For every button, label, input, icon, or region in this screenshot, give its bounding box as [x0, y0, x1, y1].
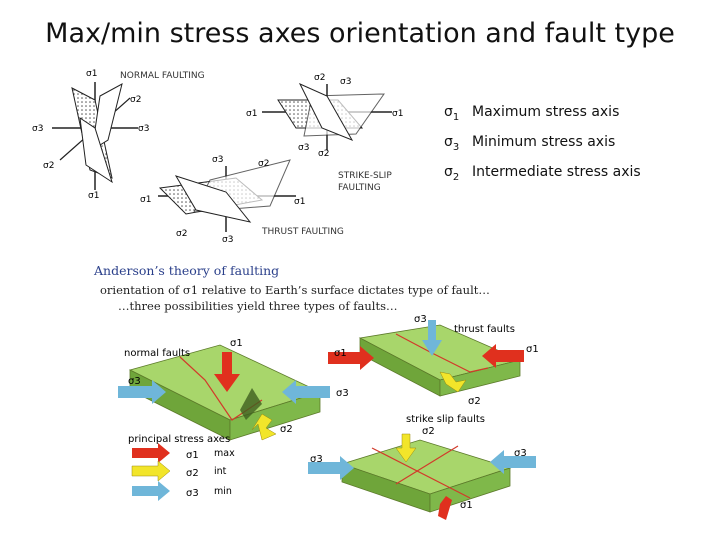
principal-stress-label: principal stress axes	[128, 434, 231, 445]
sigma-label: σ3	[128, 376, 141, 387]
sigma-label: σ3	[212, 155, 224, 165]
sigma-label: σ3	[32, 124, 44, 134]
key-int	[132, 461, 227, 481]
sigma-label: σ3	[222, 235, 234, 245]
sigma-label: σ2	[422, 426, 435, 437]
sigma-label: σ1	[526, 344, 539, 355]
key-sigma: σ1	[186, 450, 199, 461]
sigma-label: σ2	[280, 424, 293, 435]
anderson-panel	[93, 263, 539, 520]
thrust-faults-label: thrust faults	[454, 324, 515, 335]
key-word: min	[214, 486, 232, 497]
strike-slip-faults-label: strike slip faults	[406, 414, 485, 425]
sigma-label: σ2	[130, 95, 142, 105]
sigma-label: σ3	[310, 454, 323, 465]
sigma-label: σ3	[340, 77, 352, 87]
page-title: Max/min stress axes orientation and fault type	[45, 18, 675, 49]
anderson-line-1: orientation of σ1 relative to Earth’s surface dictates type of fault…	[100, 283, 490, 297]
sigma-label: σ3	[514, 448, 527, 459]
strike-slip-faults-block	[308, 434, 536, 520]
sigma-label: σ3	[298, 143, 310, 153]
key-word: int	[214, 466, 227, 477]
sigma-label: σ3	[138, 124, 150, 134]
sigma-label: σ1	[392, 109, 404, 119]
normal-faults-label: normal faults	[124, 348, 191, 359]
legend-text: Maximum stress axis	[472, 104, 620, 120]
sigma-label: σ3	[336, 388, 349, 399]
legend-text: Minimum stress axis	[472, 133, 616, 150]
sigma-label: σ1	[460, 500, 473, 511]
thrust-faulting-label: THRUST FAULTING	[262, 227, 344, 237]
sigma-label: σ2	[258, 159, 270, 169]
sigma-label: σ2	[318, 149, 330, 159]
normal-faults-block	[118, 345, 330, 440]
sigma-label: σ1	[294, 197, 306, 207]
key-sigma: σ3	[186, 488, 199, 499]
sigma-label: σ1	[246, 109, 258, 119]
key-min	[132, 481, 232, 501]
key-max	[132, 443, 235, 463]
sigma-label: σ3	[414, 314, 427, 325]
sigma-label: σ1	[230, 338, 243, 349]
sigma-label: σ2	[43, 161, 55, 171]
legend-text: Intermediate stress axis	[472, 163, 641, 180]
legend-symbol: $\sigma_1$	[444, 104, 460, 123]
strike-slip-label: STRIKE-SLIP	[338, 171, 392, 181]
sigma-label: σ1	[86, 69, 98, 79]
key-word: max	[214, 448, 235, 459]
sigma-label: σ2	[314, 73, 326, 83]
sigma-label: σ1	[88, 191, 100, 201]
thrust-faulting-sketch	[140, 155, 344, 245]
strike-slip-label: FAULTING	[338, 183, 381, 193]
sigma-label: σ1	[140, 195, 152, 205]
key-sigma: σ2	[186, 468, 199, 479]
legend-symbol: $\sigma_3$	[444, 133, 460, 153]
anderson-line-2: …three possibilities yield three types of faults…	[118, 299, 398, 313]
anderson-heading: Anderson’s theory of faulting	[94, 263, 280, 278]
legend-symbol: $\sigma_2$	[444, 163, 460, 183]
sigma-label: σ2	[176, 229, 188, 239]
normal-faulting-label: NORMAL FAULTING	[120, 71, 205, 81]
sigma-label: σ2	[468, 396, 481, 407]
sigma-label: σ1	[334, 348, 347, 359]
